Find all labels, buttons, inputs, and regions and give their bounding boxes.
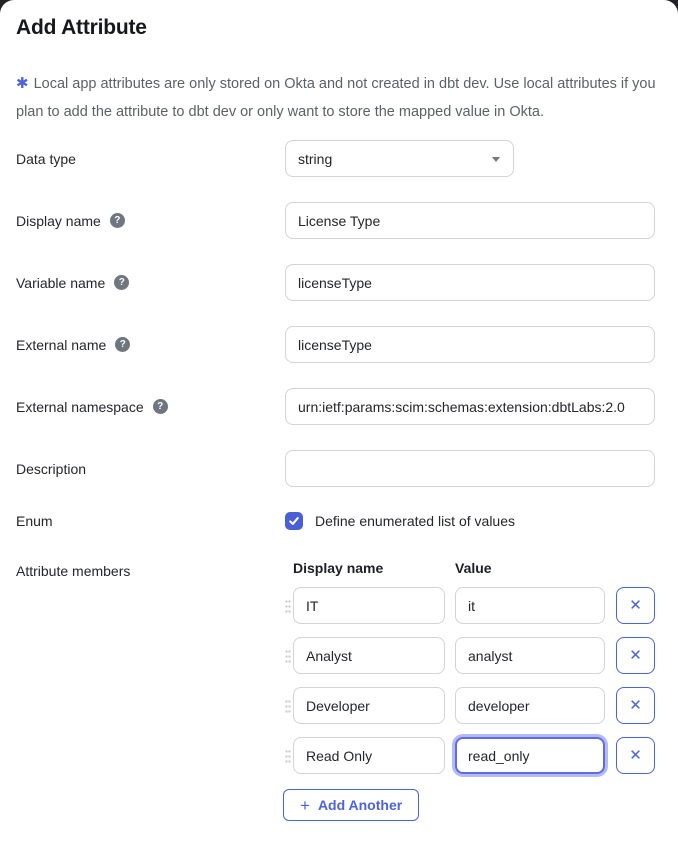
help-icon[interactable] xyxy=(114,275,129,290)
info-note xyxy=(16,70,666,126)
member-row xyxy=(285,587,662,624)
display-name-label xyxy=(16,213,285,229)
description-label-text: Description xyxy=(16,460,87,477)
field-row-external-namespace xyxy=(16,388,662,425)
checkmark-icon xyxy=(288,515,300,527)
display-name-control xyxy=(285,202,662,239)
external-namespace-control xyxy=(285,388,662,425)
member-display-input[interactable] xyxy=(293,687,445,724)
description-control xyxy=(285,450,662,487)
remove-member-button[interactable] xyxy=(616,737,655,774)
field-row-variable-name xyxy=(16,264,662,301)
variable-name-label-text: Variable name xyxy=(16,274,106,291)
members-header-value: Value xyxy=(455,560,492,576)
description-input[interactable] xyxy=(285,450,655,487)
info-note-text: Local app attributes are only stored on Okta and not created in dbt dev. Use local attributes if you plan to add the attribute to dbt dev or only want to store the mapped value in Okta. xyxy=(16,76,656,120)
variable-name-input[interactable] xyxy=(285,264,655,301)
member-row xyxy=(285,637,662,674)
member-value-input-focused[interactable] xyxy=(455,737,605,774)
data-type-label-text: Data type xyxy=(16,150,76,167)
help-icon[interactable] xyxy=(115,337,130,352)
help-glyph: ? xyxy=(119,339,126,350)
close-icon: ✕ xyxy=(629,597,642,614)
close-icon: ✕ xyxy=(629,697,642,714)
external-namespace-input[interactable] xyxy=(285,388,655,425)
plus-icon: + xyxy=(300,795,310,815)
external-name-label xyxy=(16,337,285,353)
remove-member-button[interactable] xyxy=(616,637,655,674)
remove-member-button[interactable] xyxy=(616,587,655,624)
add-another-label: Add Another xyxy=(317,797,403,813)
variable-name-label xyxy=(16,275,285,291)
external-name-label-text: External name xyxy=(16,336,107,353)
enum-label xyxy=(16,513,285,529)
field-row-enum xyxy=(16,512,662,530)
data-type-control xyxy=(285,140,662,177)
members-header-display-name: Display name xyxy=(293,560,384,576)
page-title: Add Attribute xyxy=(16,16,147,39)
external-name-input[interactable] xyxy=(285,326,655,363)
attribute-members-label-text: Attribute members xyxy=(16,563,131,579)
field-row-description xyxy=(16,450,662,487)
enum-control xyxy=(285,512,662,530)
display-name-input[interactable] xyxy=(285,202,655,239)
drag-handle-icon[interactable] xyxy=(285,649,291,663)
external-name-control xyxy=(285,326,662,363)
enum-checkbox-label: Define enumerated list of values xyxy=(315,513,515,529)
add-attribute-form xyxy=(16,140,662,821)
add-another-button[interactable] xyxy=(283,789,419,821)
members-header-row xyxy=(285,560,662,576)
enum-checkbox[interactable] xyxy=(285,512,303,530)
variable-name-control xyxy=(285,264,662,301)
external-namespace-label xyxy=(16,399,285,415)
member-row xyxy=(285,737,662,774)
member-row xyxy=(285,687,662,724)
help-glyph: ? xyxy=(118,277,125,288)
description-label xyxy=(16,461,285,477)
member-display-input[interactable] xyxy=(293,587,445,624)
member-display-input[interactable] xyxy=(293,637,445,674)
attribute-members-label xyxy=(16,560,285,579)
required-asterisk-icon: ✱ xyxy=(16,75,29,92)
member-value-input[interactable] xyxy=(455,587,605,624)
data-type-label xyxy=(16,151,285,167)
attribute-members-control xyxy=(285,560,662,821)
chevron-down-icon xyxy=(492,157,500,162)
drag-handle-icon[interactable] xyxy=(285,699,291,713)
drag-handle-icon[interactable] xyxy=(285,749,291,763)
help-icon[interactable] xyxy=(110,213,125,228)
data-type-selected-value: string xyxy=(298,150,333,167)
member-display-input[interactable] xyxy=(293,737,445,774)
remove-member-button[interactable] xyxy=(616,687,655,724)
display-name-label-text: Display name xyxy=(16,212,101,229)
member-value-input[interactable] xyxy=(455,637,605,674)
help-icon[interactable] xyxy=(153,399,168,414)
field-row-attribute-members xyxy=(16,560,662,821)
close-icon: ✕ xyxy=(629,747,642,764)
external-namespace-label-text: External namespace xyxy=(16,398,144,415)
field-row-data-type xyxy=(16,140,662,177)
enum-label-text: Enum xyxy=(16,513,53,529)
drag-handle-icon[interactable] xyxy=(285,599,291,613)
enum-checkbox-wrap xyxy=(285,512,662,530)
close-icon: ✕ xyxy=(629,647,642,664)
member-value-input[interactable] xyxy=(455,687,605,724)
help-glyph: ? xyxy=(157,401,164,412)
help-glyph: ? xyxy=(114,215,121,226)
field-row-external-name xyxy=(16,326,662,363)
data-type-select[interactable] xyxy=(285,140,514,177)
field-row-display-name xyxy=(16,202,662,239)
